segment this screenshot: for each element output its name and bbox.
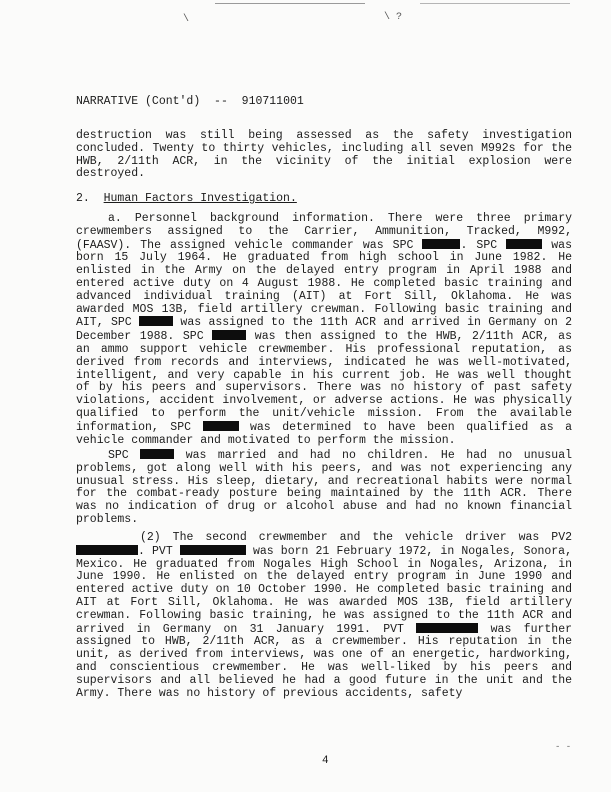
- paragraph-text: destruction was still being assessed as the safety investigation concluded. Twenty to thirty vehicles, including all seven M992s for the HWB, 2/11th ACR, in the vicinity of the initial explosion were destroyed.: [76, 129, 572, 181]
- redaction-block: [139, 316, 173, 326]
- section-number: 2.: [76, 192, 90, 205]
- paragraph-text: was determined to have been qualified as a vehicle commander and motivated to perform the mission.: [76, 420, 573, 447]
- section-title: Human Factors Investigation.: [103, 192, 297, 205]
- redaction-block: [212, 330, 246, 340]
- header-separator: --: [214, 95, 228, 108]
- paragraph-text: SPC: [108, 449, 141, 462]
- redaction-block: [76, 545, 138, 555]
- redaction-block: [506, 239, 542, 249]
- paragraph-text: was then assigned to the HWB, 2/11th ACR, as an ammo support vehicle crewmember. His professional reputation, as derived from records and interviews, indicated he was well-motivated, intelligent, and very capable in his current job. He was well thought of by his peers and supervisors. There was no history of past safety violations, accident involvement, or adverse actions. He was physically qualified to perform the unit/vehicle mission. From the available information, SPC: [76, 330, 572, 434]
- redaction-block: [140, 449, 174, 459]
- scan-mark: \ ?: [384, 12, 403, 23]
- paragraph-text: was born 21 February 1972, in Nogales, Sonora, Mexico. He graduated from Nogales High School in Nogales, Arizona, in June 1990. He enlisted on the delayed entry program in June 1990 and entered active duty on 10 October 1990. He completed basic training and AIT at Fort Sill, Oklahoma. He was awarded MOS 13B, field artillery crewman. Following basic training, he was assigned to the 11th ACR and arrived in Germany on 31 January 1991. PVT: [76, 544, 572, 636]
- header-number: 910711001: [241, 95, 304, 108]
- scan-mark: - -: [555, 742, 572, 752]
- paragraph-text: was born 15 July 1964. He graduated from high school in June 1982. He enlisted in the Army on the delayed entry program in April 1988 and entered active duty on 4 August 1988. He completed basic training and advanced individual training (AIT) at Fort Sill, Oklahoma. He was awarded MOS 13B, field artillery crewman. Following basic training and AIT, SPC: [76, 238, 572, 330]
- paragraph-intro: [76, 130, 572, 181]
- paragraph-text: a. Personnel background information. There were three primary crewmembers assigned to the Carrier, Ammunition, Tracked, M992, (FAASV). The assigned vehicle commander was SPC: [76, 212, 572, 252]
- paragraph-text: (2) The second crewmember and the vehicle driver was PV2: [140, 531, 572, 544]
- header-label: NARRATIVE (Cont'd): [76, 95, 201, 108]
- paragraph-c: [76, 532, 572, 700]
- redaction-block: [416, 623, 478, 633]
- paragraph-text: was assigned to the 11th ACR and arrived in Germany on 2 December 1988. SPC: [76, 316, 572, 344]
- paragraph-text: was further assigned to HWB, 2/11th ACR, as a crewmember. His reputation in the unit, as derived from interviews, was one of an energetic, hardworking, and conscientious crewmember. He was well-liked by his peers and supervisors and all believed he had a good future in the unit and the Army. There was no history of previous accidents, safety: [76, 622, 572, 700]
- redaction-block: [422, 239, 460, 249]
- scan-mark: \: [183, 14, 190, 25]
- redaction-block: [203, 421, 239, 431]
- paragraph-text: . PVT: [138, 544, 180, 558]
- page-header: [76, 95, 304, 108]
- section-heading: [76, 192, 297, 205]
- paragraph-a: [76, 213, 572, 447]
- paragraph-text: was married and had no children. He had no unusual problems, got along well with his peers, and was not experiencing any unusual stress. His sleep, dietary, and recreational habits were normal for the combat-ready posture being maintained by the 11th ACR. There was no indication of drug or alcohol abuse and had no known financial problems.: [76, 449, 572, 526]
- paragraph-b: [76, 449, 572, 527]
- scan-edge-line: [215, 3, 365, 4]
- redaction-block: [180, 545, 246, 555]
- scan-edge-line: [420, 3, 570, 4]
- paragraph-text: . SPC: [460, 238, 507, 252]
- page-number: 4: [322, 755, 329, 767]
